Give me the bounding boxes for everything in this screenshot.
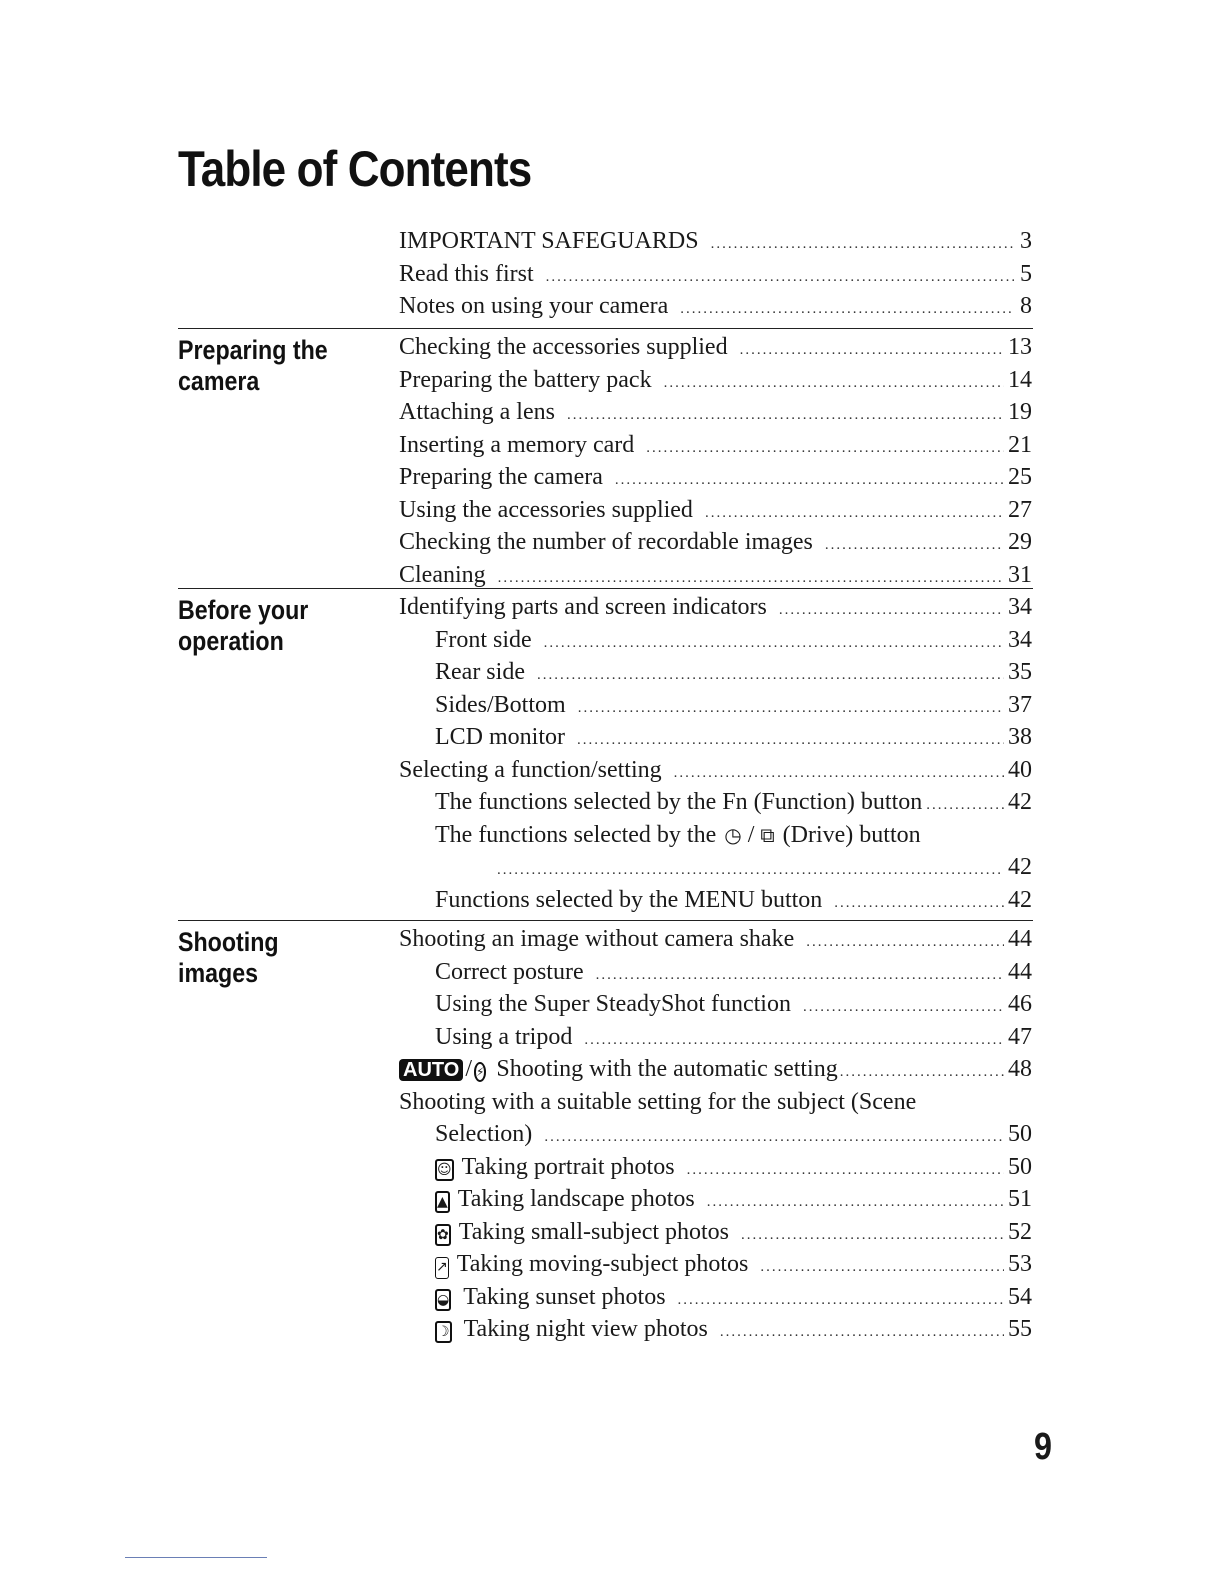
dot-leader — [806, 926, 1004, 959]
section-heading: Preparing the camera — [178, 335, 328, 396]
entry-text: Rear side — [435, 659, 525, 685]
entry-text: Sides/Bottom — [435, 691, 566, 718]
dot-leader — [720, 1316, 1004, 1349]
page-title: Table of Contents — [178, 141, 532, 197]
dot-leader — [926, 789, 1004, 822]
toc-entry[interactable] — [399, 1053, 1032, 1086]
dot-leader — [578, 692, 1004, 725]
entry-text: Checking the accessories supplied — [399, 334, 728, 360]
page-ref: 42 — [1008, 854, 1032, 880]
night-view-icon: ☽ — [435, 1321, 452, 1343]
dot-leader — [741, 1219, 1004, 1252]
toc-entry[interactable] — [399, 1151, 1032, 1184]
page-ref: 48 — [1008, 1056, 1032, 1082]
dot-leader — [760, 1251, 1004, 1284]
page-ref: 3 — [1020, 228, 1032, 254]
entry-text: Selecting a function/setting — [399, 756, 662, 783]
toc-section-before — [178, 588, 1033, 913]
toc-entry[interactable] — [399, 988, 1032, 1021]
page-ref: 42 — [1008, 789, 1032, 815]
page-ref: 44 — [1008, 926, 1032, 952]
slash-separator: / — [465, 1056, 472, 1082]
sunset-icon: ◒ — [435, 1289, 451, 1311]
page-number: 9 — [1034, 1426, 1052, 1468]
toc-entry[interactable] — [399, 884, 1032, 917]
dot-leader — [840, 1056, 1004, 1089]
toc-entry[interactable] — [399, 290, 1032, 323]
toc-entry[interactable] — [399, 396, 1032, 429]
continuous-shooting-icon: ⧉ — [760, 822, 775, 847]
entry-text: Read this first — [399, 260, 534, 287]
toc-entry[interactable] — [399, 1248, 1032, 1281]
dot-leader — [498, 562, 1004, 595]
page-ref: 29 — [1008, 529, 1032, 555]
entry-text: Cleaning — [399, 561, 486, 588]
page-ref: 38 — [1008, 724, 1032, 750]
dot-leader — [567, 399, 1004, 432]
dot-leader — [825, 529, 1004, 562]
page-ref: 21 — [1008, 431, 1032, 458]
landscape-icon: ▲ — [435, 1191, 450, 1213]
dot-leader — [705, 497, 1004, 530]
entry-text: Taking moving-subject photos — [456, 1251, 749, 1277]
page-ref: 50 — [1008, 1153, 1032, 1180]
page-ref: 27 — [1008, 496, 1032, 523]
page-ref: 13 — [1008, 334, 1032, 360]
toc-entry[interactable] — [399, 591, 1032, 624]
entry-text: Taking landscape photos — [457, 1186, 695, 1212]
page-ref: 8 — [1020, 293, 1032, 319]
toc-entry[interactable] — [399, 258, 1032, 291]
entry-text: Taking small-subject photos — [458, 1218, 730, 1245]
page-ref: 55 — [1008, 1316, 1032, 1342]
dot-leader — [646, 432, 1004, 465]
page-ref: 40 — [1008, 756, 1032, 783]
entry-text: The functions selected by the — [435, 821, 717, 848]
entry-text: IMPORTANT SAFEGUARDS — [399, 228, 699, 254]
dot-leader — [577, 724, 1004, 757]
toc-entry[interactable] — [399, 786, 1032, 819]
dot-leader — [544, 1121, 1004, 1154]
dot-leader — [674, 757, 1004, 790]
page-ref: 31 — [1008, 561, 1032, 588]
entry-text: Selection) — [435, 1121, 533, 1147]
entry-text: Attaching a lens — [399, 399, 555, 425]
toc-entry[interactable] — [399, 1216, 1032, 1249]
page-ref: 37 — [1008, 691, 1032, 718]
entry-text: Correct posture — [435, 958, 584, 985]
dot-leader — [678, 1284, 1004, 1317]
toc-entry[interactable] — [399, 526, 1032, 559]
dot-leader — [740, 334, 1004, 367]
toc-entry[interactable] — [399, 624, 1032, 657]
page-ref: 51 — [1008, 1186, 1032, 1212]
entry-text: LCD monitor — [435, 724, 565, 750]
auto-mode-icon: AUTO — [399, 1059, 463, 1081]
dot-leader — [497, 854, 1004, 887]
entry-text: Identifying parts and screen indicators — [399, 594, 767, 620]
toc-entry[interactable] — [399, 559, 1032, 592]
dot-leader — [584, 1024, 1004, 1057]
page-ref: 19 — [1008, 399, 1032, 425]
dot-leader — [707, 1186, 1004, 1219]
dot-leader — [834, 887, 1004, 920]
page-ref: 35 — [1008, 659, 1032, 685]
dot-leader — [544, 627, 1004, 660]
toc-entry[interactable] — [399, 429, 1032, 462]
page-ref: 53 — [1008, 1251, 1032, 1277]
entry-text: Using the Super SteadyShot function — [435, 991, 791, 1017]
page-ref: 25 — [1008, 464, 1032, 490]
entry-text: Preparing the battery pack — [399, 366, 652, 393]
page-ref: 34 — [1008, 594, 1032, 620]
page-ref: 54 — [1008, 1283, 1032, 1310]
entry-text: The functions selected by the Fn (Function) button — [435, 789, 923, 815]
flash-off-icon: ⚡ — [474, 1062, 486, 1082]
toc-entry[interactable] — [399, 225, 1032, 258]
section-heading: Before your operation — [178, 595, 309, 656]
toc-entry[interactable] — [399, 819, 1032, 852]
entry-text: Shooting with a suitable setting for the subject (Scene — [399, 1088, 917, 1115]
toc-entry[interactable] — [399, 1281, 1032, 1314]
toc-entry[interactable] — [399, 364, 1032, 397]
page-ref: 42 — [1008, 886, 1032, 913]
entry-text: Taking portrait photos — [461, 1153, 675, 1180]
page-ref: 52 — [1008, 1218, 1032, 1245]
page-ref: 46 — [1008, 991, 1032, 1017]
dot-leader — [680, 293, 1014, 326]
page-ref: 5 — [1020, 260, 1032, 287]
dot-leader — [779, 594, 1004, 627]
macro-icon: ✿ — [435, 1224, 451, 1246]
dot-leader — [687, 1154, 1004, 1187]
toc-section-shooting — [178, 920, 1033, 1342]
dot-leader — [803, 991, 1004, 1024]
toc-entry[interactable] — [399, 1183, 1032, 1216]
toc-entry[interactable] — [399, 1313, 1032, 1346]
entry-text: Shooting with the automatic setting — [496, 1056, 838, 1082]
page-ref: 44 — [1008, 958, 1032, 985]
sports-icon: ↗ — [435, 1257, 449, 1279]
toc-entry[interactable] — [399, 461, 1032, 494]
toc-entry[interactable] — [399, 721, 1032, 754]
footer-divider — [125, 1557, 267, 1558]
toc-section-preparing — [178, 328, 1033, 588]
portrait-icon: ☺ — [435, 1159, 454, 1181]
slash-separator: / — [747, 821, 755, 848]
dot-leader — [615, 464, 1004, 497]
entry-text: Preparing the camera — [399, 464, 603, 490]
entry-text: Using a tripod — [435, 1023, 573, 1050]
page-ref: 14 — [1008, 366, 1032, 393]
page-ref: 50 — [1008, 1121, 1032, 1147]
toc-entry[interactable] — [399, 689, 1032, 722]
toc-entry[interactable] — [399, 923, 1032, 956]
dot-leader — [537, 659, 1004, 692]
toc-entry[interactable] — [399, 656, 1032, 689]
toc-entry[interactable] — [399, 956, 1032, 989]
entry-text: Using the accessories supplied — [399, 496, 693, 523]
entry-text: Checking the number of recordable images — [399, 529, 813, 555]
entry-text: Shooting an image without camera shake — [399, 926, 795, 952]
entry-text: Notes on using your camera — [399, 293, 669, 319]
dot-leader — [664, 367, 1004, 400]
entry-text: Taking sunset photos — [463, 1283, 666, 1310]
toc-entry[interactable] — [399, 494, 1032, 527]
entry-text: Front side — [435, 626, 532, 653]
dot-leader — [546, 261, 1014, 294]
page-ref: 34 — [1008, 626, 1032, 653]
toc-entry-continued[interactable] — [399, 851, 1032, 884]
dot-leader — [711, 228, 1014, 261]
section-heading: Shooting images — [178, 927, 279, 988]
entry-text: Functions selected by the MENU button — [435, 886, 823, 913]
entry-text: Inserting a memory card — [399, 431, 635, 458]
self-timer-icon: ◷ — [724, 822, 742, 847]
entry-text: Taking night view photos — [463, 1316, 708, 1342]
dot-leader — [596, 959, 1004, 992]
toc-entry[interactable] — [399, 754, 1032, 787]
toc-entry[interactable] — [399, 1086, 1032, 1119]
toc-entry[interactable] — [399, 1021, 1032, 1054]
toc-entry-continued[interactable] — [399, 1118, 1032, 1151]
page-ref: 47 — [1008, 1023, 1032, 1050]
toc-entry[interactable] — [399, 331, 1032, 364]
entry-text: (Drive) button — [782, 821, 921, 848]
